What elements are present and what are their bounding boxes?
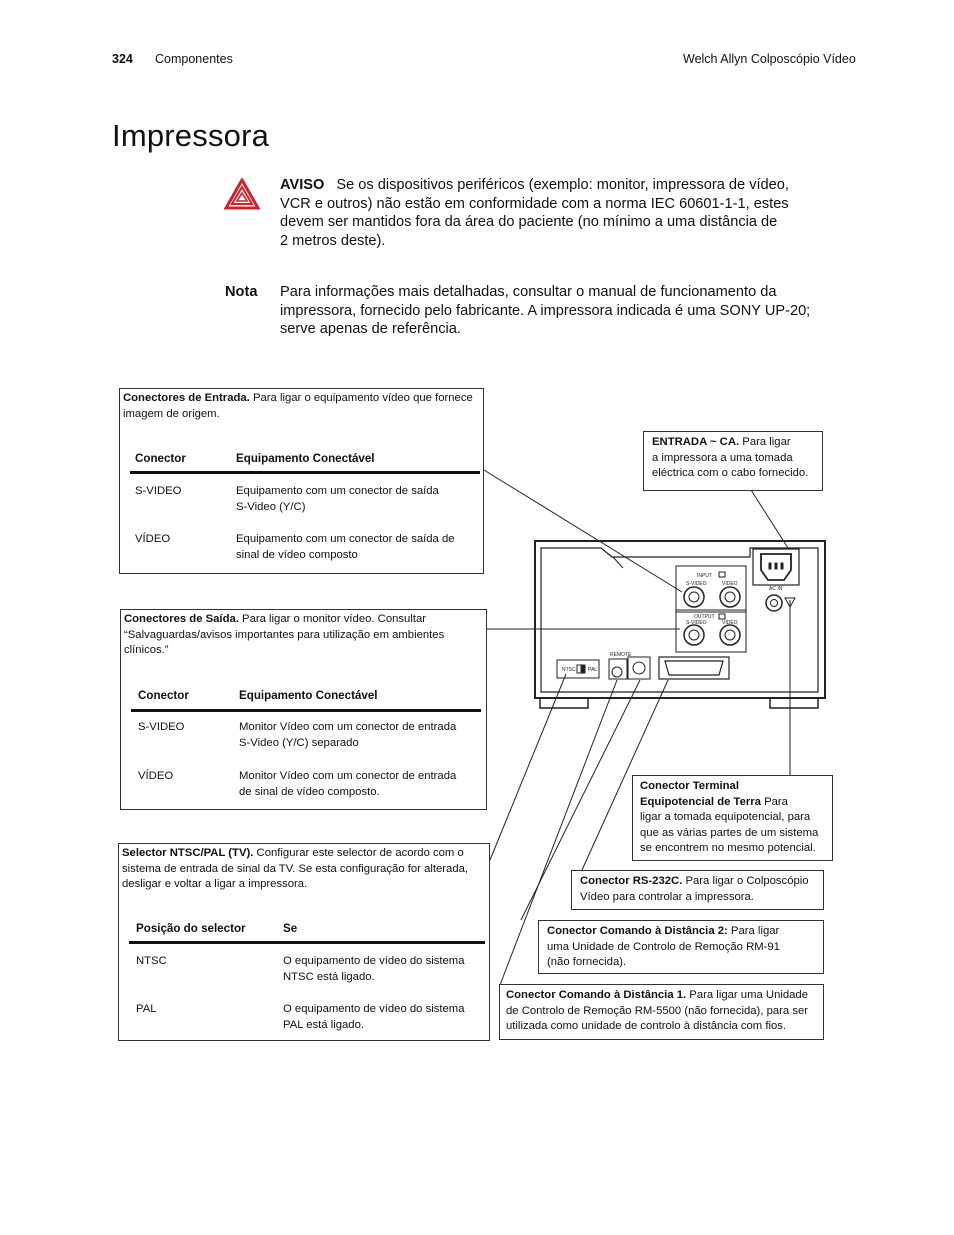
table-cell: Equipamento com um conector de saída S-Video (Y/C) [236,485,439,513]
table-header: Conector [135,452,186,465]
table-cell: Monitor Vídeo com um conector de entrada S-Video (Y/C) separado [239,721,457,749]
page-number: 324 [112,52,133,66]
device-label-svideo-in: S-VIDEO [686,581,707,587]
table-cell: S-VIDEO [138,721,185,733]
ntsc-pal-selector-box: Selector NTSC/PAL (TV). Configurar este selector de acordo com o sistema de entrada de sinal da TV. Se esta configuração for alterada, desligar e voltar a ligar a impressora. Posição do selector Se NTSC O equipamento de vídeo do sistema NTSC está ligado. PAL O equipamento de vídeo do sistema PAL está ligado. [118,843,490,1041]
table-header: Conector [138,689,189,702]
remote1-callout: Conector Comando à Distância 1. Para ligar uma Unidade de Controlo de Remoção RM-5500 (não fornecida), para ser utilizada como unidade de controlo à distância com fios. [499,984,824,1040]
warning-label: AVISO [280,177,325,193]
table-cell: VÍDEO [135,533,171,545]
table-cell: S-VIDEO [135,485,182,497]
device-label-video-in: VIDEO [722,581,738,587]
remote2-callout: Conector Comando à Distância 2: Para ligar uma Unidade de Controlo de Remoção RM-91 (não fornecida). [538,920,824,974]
rs232-callout: Conector RS-232C. Para ligar o Colposcópio Vídeo para controlar a impressora. [571,870,824,910]
ground-terminal-callout: Conector Terminal Equipotencial de Terra Para ligar a tomada equipotencial, para que as várias partes de um sistema se encontrem no mesmo potencial. [632,775,833,861]
note-text: Para informações mais detalhadas, consultar o manual de funcionamento da impressora, fornecido pelo fabricante. A impressora indicada é uma SONY UP-20; serve apenas de referência. [280,284,811,337]
table-cell: PAL [136,1003,157,1015]
device-label-video-out: VIDEO [722,620,738,626]
input-connectors-box: Conectores de Entrada. Para ligar o equipamento vídeo que fornece imagem de origem. Conector Equipamento Conectável S-VIDEO Equipamento com um conector de saída S-Video (Y/C) VÍDEO Equipamento com um conector de saída de sinal de vídeo composto [119,388,484,574]
table-header: Posição do selector [136,922,246,935]
device-label-ntsc: NTSC [562,667,576,673]
table-cell: Monitor Vídeo com um conector de entrada de sinal de vídeo composto. [239,770,457,798]
table-cell: O equipamento de vídeo do sistema NTSC está ligado. [283,955,465,983]
page-title: Impressora [112,118,270,153]
product-name: Welch Allyn Colposcópio Vídeo [683,52,856,66]
section-name: Componentes [155,52,233,66]
table-cell: O equipamento de vídeo do sistema PAL está ligado. [283,1003,465,1031]
device-label-output: OUTPUT [694,614,715,620]
device-label-ac-in: AC IN [769,586,783,592]
table-cell: NTSC [136,955,167,967]
device-label-svideo-out: S-VIDEO [686,620,707,626]
note-label: Nota [225,284,258,300]
warning-text: AVISO Se os dispositivos periféricos (exemplo: monitor, impressora de vídeo, VCR e outros) não estão em conformidade com a norma IEC 60601-1-1, estes devem ser mantidos fora da área do paciente (no mínimo a uma distância de 2 metros deste). [280,177,789,249]
output-connectors-box: Conectores de Saída. Para ligar o monitor vídeo. Consultar “Salvaguardas/avisos importantes para utilização em ambientes clínicos.” Conector Equipamento Conectável S-VIDEO Monitor Vídeo com um conector de entrada S-Video (Y/C) separado VÍDEO Monitor Vídeo com um conector de entrada de sinal de vídeo composto. [120,609,487,810]
device-label-pal: PAL [588,667,598,673]
table-header: Equipamento Conectável [236,452,375,465]
table-header: Se [283,922,298,935]
ac-input-callout: ENTRADA ~ CA. Para ligar a impressora a uma tomada eléctrica com o cabo fornecido. [643,431,823,491]
table-cell: VÍDEO [138,770,174,782]
table-header: Equipamento Conectável [239,689,378,702]
table-cell: Equipamento com um conector de saída de sinal de vídeo composto [236,533,455,561]
device-label-input: INPUT [697,573,712,579]
device-label-remote: REMOTE [610,652,632,658]
